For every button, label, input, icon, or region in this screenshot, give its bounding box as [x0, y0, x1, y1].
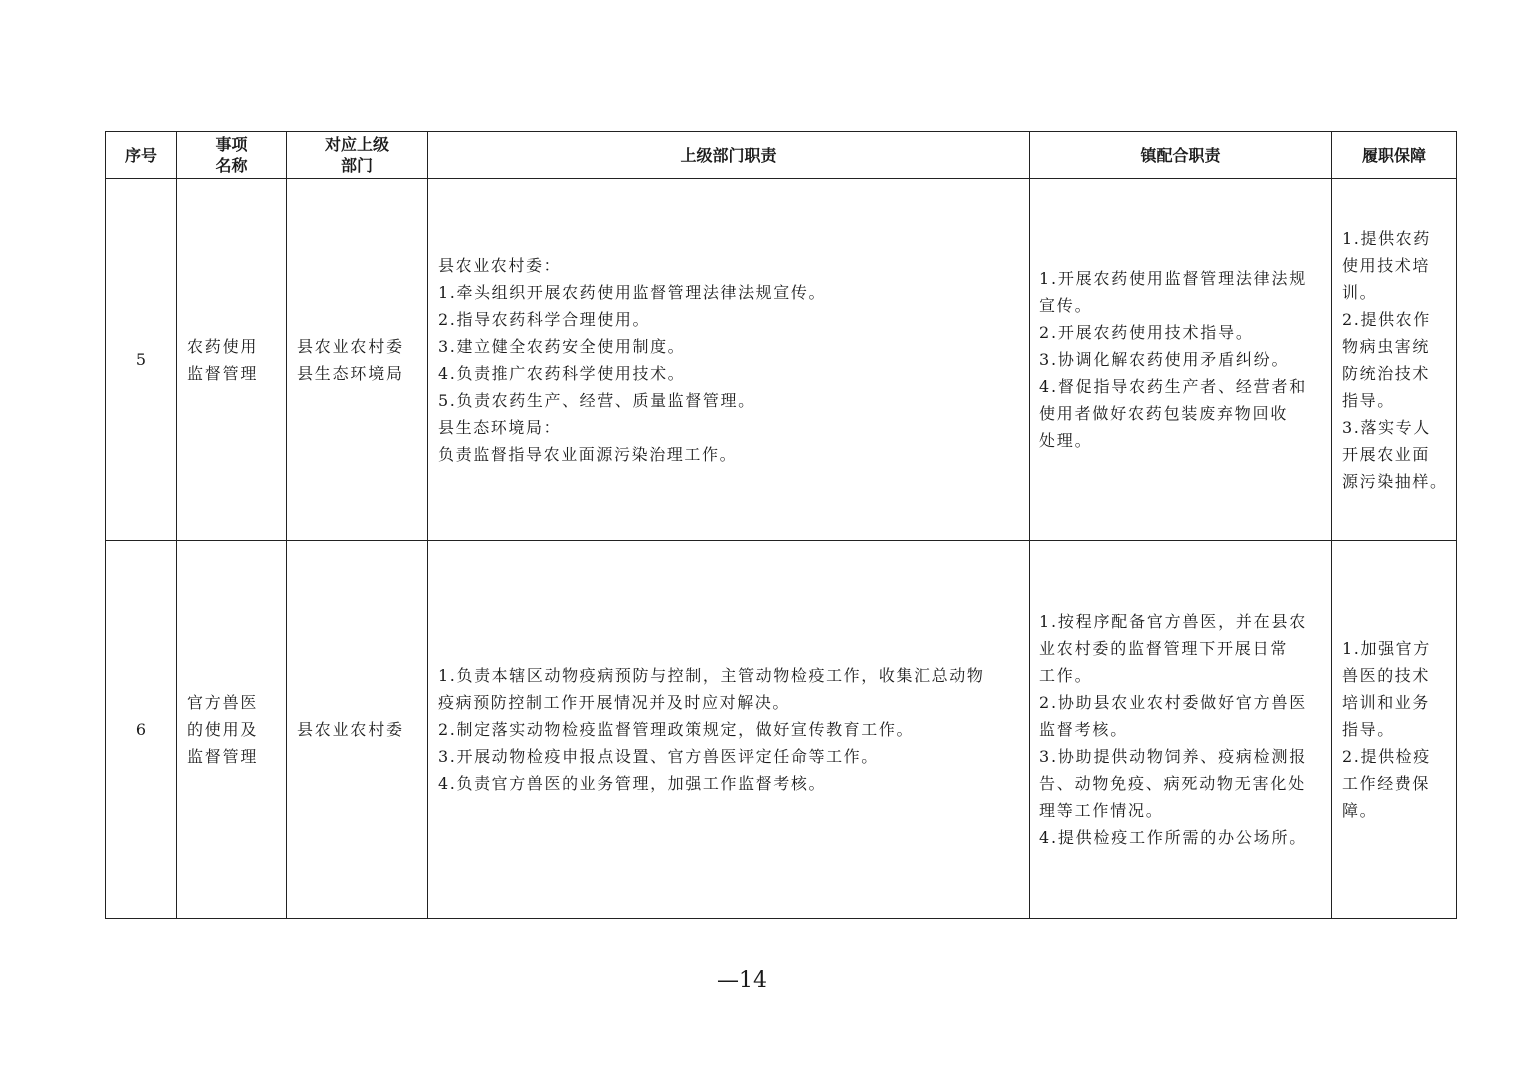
- item-name-text: 农药使用 监督管理: [187, 336, 259, 383]
- row-guarantee: [1332, 179, 1457, 541]
- row-guarantee: [1332, 541, 1457, 919]
- row-upper-dept: [287, 541, 428, 919]
- guarantee-text: 1.加强官方 兽医的技术 培训和业务 指导。 2.提供检疫 工作经费保 障。: [1342, 639, 1431, 820]
- row-item-name: [177, 179, 287, 541]
- table-header-row: [106, 132, 1457, 179]
- row-upper-dept: [287, 179, 428, 541]
- duty-table: [105, 131, 1457, 919]
- table-row: [106, 179, 1457, 541]
- header-guarantee: 履职保障: [1332, 132, 1457, 179]
- row-upper-duty: [428, 541, 1030, 919]
- header-item-name: 事项 名称: [177, 132, 287, 179]
- item-name-text: 官方兽医 的使用及 监督管理: [187, 693, 259, 766]
- row-seq: 6: [106, 541, 177, 919]
- row-seq: 5: [106, 179, 177, 541]
- upper-dept-text: 县农业农村委 县生态环境局: [297, 336, 404, 383]
- header-seq: 序号: [106, 132, 177, 179]
- guarantee-text: 1.提供农药 使用技术培 训。 2.提供农作 物病虫害统 防统治技术 指导。 3.落实专人 开展农业面 源污染抽样。: [1342, 228, 1448, 491]
- header-upper-dept: 对应上级 部门: [287, 132, 428, 179]
- upper-dept-text: 县农业农村委: [297, 720, 404, 739]
- row-item-name: [177, 541, 287, 919]
- town-duty-text: 1.按程序配备官方兽医，并在县农 业农村委的监督管理下开展日常 工作。 2.协助县农业农村委做好官方兽医 监督考核。 3.协助提供动物饲养、疫病检测报 告、动物免疫、病死动物无害化处 理等工作情况。 4.提供检疫工作所需的办公场所。: [1039, 612, 1308, 847]
- page-number: —14: [717, 968, 767, 993]
- row-town-duty: [1030, 179, 1332, 541]
- row-upper-duty: [428, 179, 1030, 541]
- header-upper-duty: 上级部门职责: [428, 132, 1030, 179]
- upper-duty-text: 1.负责本辖区动物疫病预防与控制，主管动物检疫工作，收集汇总动物 疫病预防控制工作开展情况并及时应对解决。 2.制定落实动物检疫监督管理政策规定，做好宣传教育工作。 3.开展动物检疫申报点设置、官方兽医评定任命等工作。 4.负责官方兽医的业务管理，加强工作监督考核。: [438, 666, 985, 793]
- town-duty-text: 1.开展农药使用监督管理法律法规 宣传。 2.开展农药使用技术指导。 3.协调化解农药使用矛盾纠纷。 4.督促指导农药生产者、经营者和 使用者做好农药包装废弃物回收 处理。: [1039, 269, 1308, 450]
- table-row: [106, 541, 1457, 919]
- row-town-duty: [1030, 541, 1332, 919]
- upper-duty-text: 县农业农村委： 1.牵头组织开展农药使用监督管理法律法规宣传。 2.指导农药科学合理使用。 3.建立健全农药安全使用制度。 4.负责推广农药科学使用技术。 5.负责农药生产、经营、质量监督管理。 县生态环境局： 负责监督指导农业面源污染治理工作。: [438, 255, 827, 464]
- header-town-duty: 镇配合职责: [1030, 132, 1332, 179]
